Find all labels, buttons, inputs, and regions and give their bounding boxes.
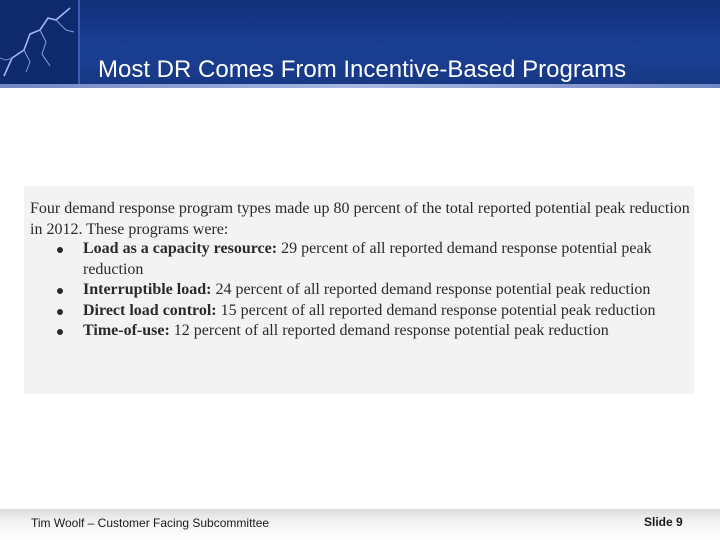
program-description: 29 percent of all reported demand response potential peak reduction bbox=[83, 240, 652, 278]
list-item bbox=[24, 301, 694, 322]
list-item bbox=[24, 280, 694, 301]
program-description: 15 percent of all reported demand response potential peak reduction bbox=[216, 301, 656, 319]
bullet-icon bbox=[57, 288, 63, 294]
program-description: 12 percent of all reported demand response potential peak reduction bbox=[169, 322, 609, 339]
header-divider bbox=[0, 84, 720, 88]
slide-number: Slide 9 bbox=[644, 515, 683, 529]
program-term: Interruptible load: bbox=[83, 281, 212, 298]
excerpt-intro: Four demand response program types made up 80 percent of the total reported potential peak reduction in 2012. These programs were: bbox=[30, 200, 690, 238]
lightning-bolt-icon bbox=[0, 0, 78, 88]
report-excerpt bbox=[24, 186, 694, 394]
bullet-icon bbox=[57, 247, 63, 253]
footer-presenter: Tim Woolf – Customer Facing Subcommittee bbox=[31, 516, 270, 530]
program-term: Direct load control: bbox=[83, 301, 217, 319]
list-item bbox=[24, 239, 694, 280]
slide-header bbox=[0, 0, 720, 88]
slide-title: Most DR Comes From Incentive-Based Programs bbox=[98, 56, 627, 83]
bullet-icon bbox=[57, 329, 63, 335]
lightning-image bbox=[0, 0, 80, 88]
program-list bbox=[24, 239, 694, 342]
program-term: Load as a capacity resource: bbox=[83, 240, 278, 257]
bullet-icon bbox=[57, 309, 63, 315]
list-item bbox=[24, 321, 694, 342]
program-term: Time-of-use: bbox=[83, 322, 170, 339]
program-description: 24 percent of all reported demand response potential peak reduction bbox=[211, 281, 651, 298]
